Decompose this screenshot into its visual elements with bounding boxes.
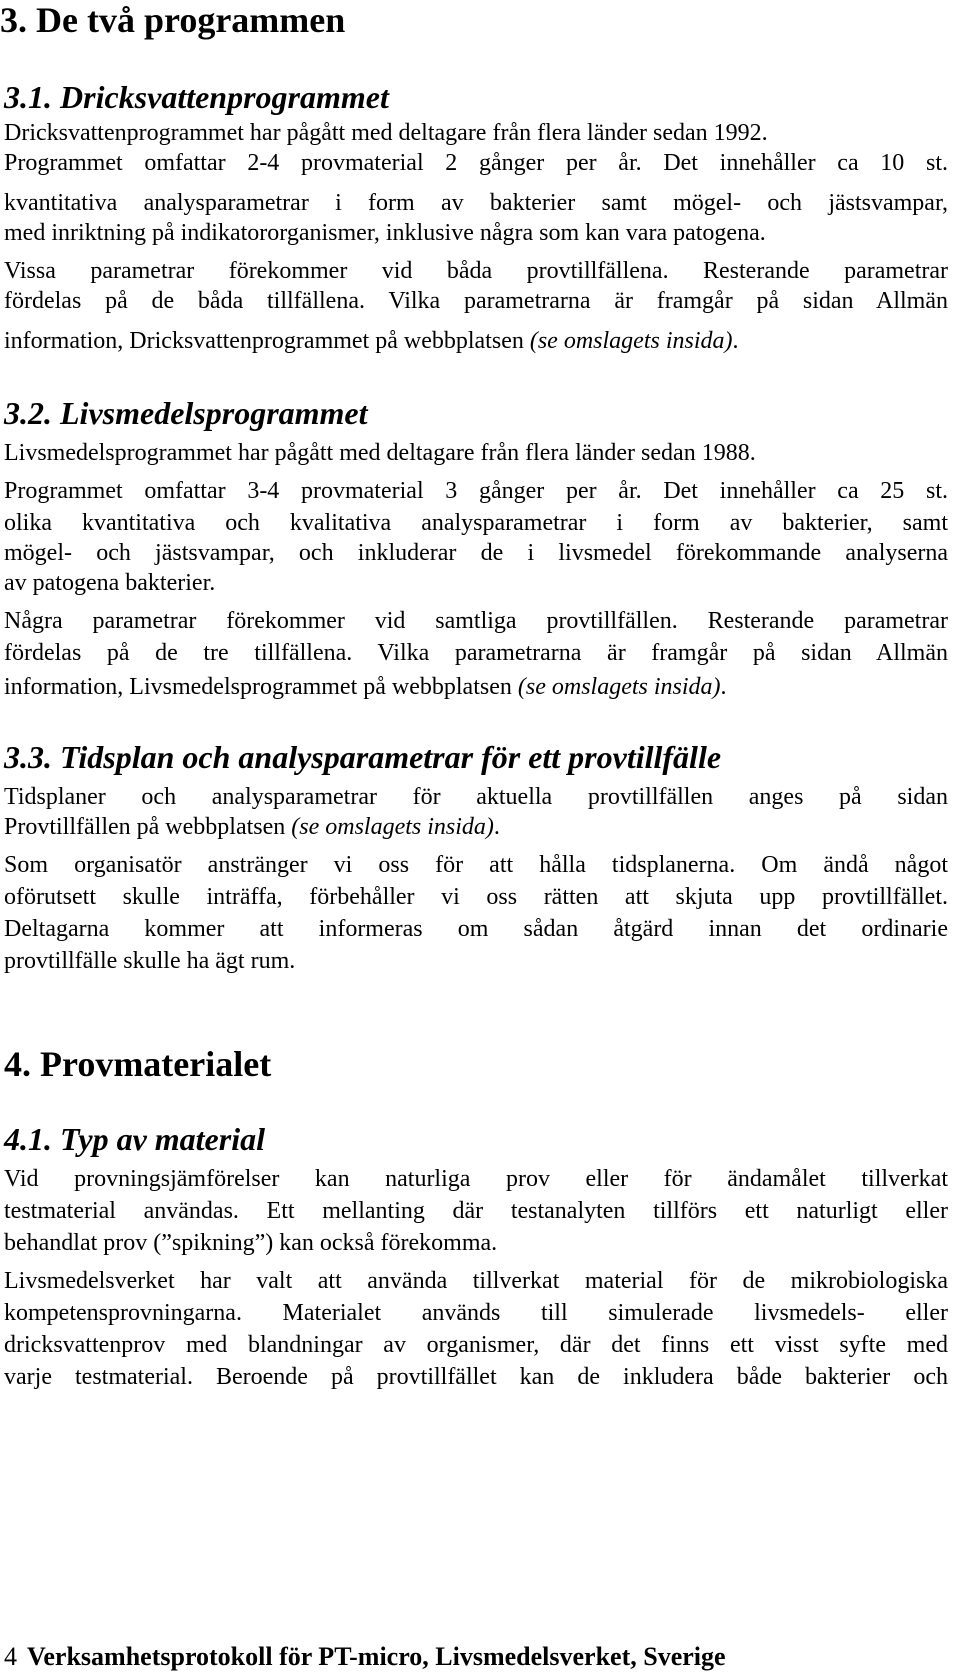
- paragraph-line: varje testmaterial. Beroende på provtillfället kan de inkludera både bakterier och: [4, 1364, 948, 1390]
- paragraph-line: Livsmedelsprogrammet har pågått med deltagare från flera länder sedan 1988.: [4, 440, 756, 466]
- paragraph-line: Några parametrar förekommer vid samtliga provtillfällen. Resterande parametrar: [4, 608, 948, 634]
- section-4-1-heading: 4.1. Typ av material: [4, 1121, 265, 1157]
- paragraph-line: fördelas på de tre tillfällena. Vilka parametrarna är framgår på sidan Allmän: [4, 640, 948, 666]
- page-number: 4: [4, 1642, 17, 1671]
- paragraph-line: provtillfälle skulle ha ägt rum.: [4, 948, 296, 974]
- paragraph-line: dricksvattenprov med blandningar av organismer, där det finns ett visst syfte med: [4, 1332, 948, 1358]
- paragraph-line: behandlat prov (”spikning”) kan också förekomma.: [4, 1230, 498, 1256]
- paragraph-line: fördelas på de båda tillfällena. Vilka parametrarna är framgår på sidan Allmän: [4, 288, 948, 314]
- paragraph-line: [4, 326, 948, 356]
- line-text: information, Dricksvattenprogrammet på webbplatsen: [4, 328, 530, 354]
- paragraph-line: Livsmedelsverket har valt att använda tillverkat material för de mikrobiologiska: [4, 1268, 948, 1294]
- paragraph-line: Som organisatör anstränger vi oss för att hålla tidsplanerna. Om ändå något: [4, 852, 948, 878]
- footer-text: Verksamhetsprotokoll för PT-micro, Livsmedelsverket, Sverige: [27, 1642, 726, 1671]
- section-3-1-heading: 3.1. Dricksvattenprogrammet: [4, 79, 389, 115]
- paragraph-line: Programmet omfattar 2-4 provmaterial 2 gånger per år. Det innehåller ca 10 st.: [4, 150, 948, 176]
- paragraph-line: kompetensprovningarna. Materialet används till simulerade livsmedels- eller: [4, 1300, 948, 1326]
- paragraph-line: med inriktning på indikatororganismer, inklusive några som kan vara patogena.: [4, 220, 766, 246]
- paragraph-line: av patogena bakterier.: [4, 570, 216, 596]
- section-4-title: 4. Provmaterialet: [4, 1044, 272, 1084]
- paragraph-line: oförutsett skulle inträffa, förbehåller vi oss rätten att skjuta upp provtillfället.: [4, 884, 948, 910]
- line-end: .: [732, 328, 739, 354]
- paragraph-line: Programmet omfattar 3-4 provmaterial 3 gånger per år. Det innehåller ca 25 st.: [4, 478, 948, 504]
- line-text: information, Livsmedelsprogrammet på webbplatsen: [4, 674, 518, 700]
- paragraph-line: testmaterial användas. Ett mellanting där testanalyten tillförs ett naturligt eller: [4, 1198, 948, 1224]
- line-end: .: [720, 674, 727, 700]
- paragraph-line: [4, 672, 948, 702]
- paragraph-line: Dricksvattenprogrammet har pågått med deltagare från flera länder sedan 1992.: [4, 120, 768, 146]
- line-end: .: [493, 814, 500, 840]
- paragraph-line: Deltagarna kommer att informeras om sådan åtgärd innan det ordinarie: [4, 916, 948, 942]
- section-3-3-heading: 3.3. Tidsplan och analysparametrar för ett provtillfälle: [4, 739, 722, 775]
- paragraph-line: Tidsplaner och analysparametrar för aktuella provtillfällen anges på sidan: [4, 784, 948, 810]
- page-footer: [4, 1642, 726, 1672]
- paragraph-line: mögel- och jästsvampar, och inkluderar de i livsmedel förekommande analyserna: [4, 540, 948, 566]
- paragraph-line: [4, 812, 948, 842]
- cover-reference: (se omslagets insida): [291, 814, 494, 840]
- section-3-2-heading: 3.2. Livsmedelsprogrammet: [4, 395, 368, 431]
- paragraph-line: Vissa parametrar förekommer vid båda provtillfällena. Resterande parametrar: [4, 258, 948, 284]
- section-3-title: 3. De två programmen: [0, 0, 346, 40]
- line-text: Provtillfällen på webbplatsen: [4, 814, 292, 840]
- paragraph-line: kvantitativa analysparametrar i form av bakterier samt mögel- och jästsvampar,: [4, 190, 948, 216]
- cover-reference: (se omslagets insida): [529, 328, 733, 354]
- cover-reference: (se omslagets insida): [517, 674, 721, 700]
- paragraph-line: Vid provningsjämförelser kan naturliga prov eller för ändamålet tillverkat: [4, 1166, 948, 1192]
- paragraph-line: olika kvantitativa och kvalitativa analysparametrar i form av bakterier, samt: [4, 510, 948, 536]
